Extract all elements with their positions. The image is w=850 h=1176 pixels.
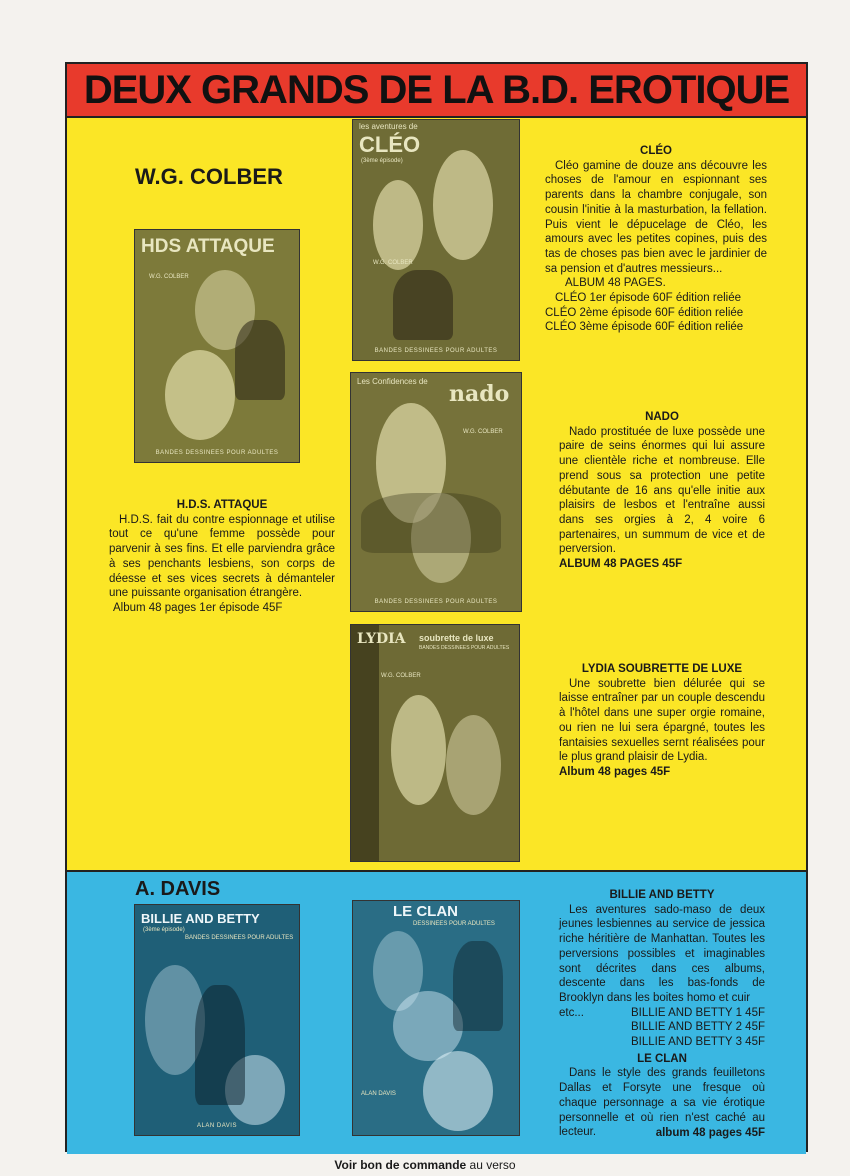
nado-description <box>559 410 765 572</box>
cleo-ep2: CLÉO 2ème épisode 60F édition reliée <box>545 306 744 319</box>
hds-text: H.D.S. fait du contre espionnage et utilise tout ce qu'une femme possède pour parvenir à ses fins. Et elle parviendra grâce à ses penchants lesbiens, son corps de déesse et ses vices secrets à démanteler une puissante organisation étrangère. <box>109 513 335 600</box>
cover-small: BANDES DESSINEES POUR ADULTES <box>419 645 510 651</box>
clan-text: Dans le style des grands feuilletons Dallas et Forsyte une fresque où chaque personnage a sa vie érotique personnelle et où rien n'est caché au lecteur. <box>559 1067 765 1139</box>
billie-title: BILLIE AND BETTY <box>609 889 715 901</box>
cover-author: ALAN DAVIS <box>361 1091 396 1097</box>
footer-part1: Voir bon de commande <box>334 1158 467 1172</box>
cover-small: Les Confidences de <box>357 377 428 386</box>
cleo-title: CLÉO <box>640 145 672 157</box>
hds-description <box>109 498 335 616</box>
billie-ep2: BILLIE AND BETTY 2 45F <box>630 1021 765 1034</box>
cleo-ep1: CLÉO 1er épisode 60F édition reliée <box>555 292 742 305</box>
cover-title: HDS ATTAQUE <box>141 236 275 257</box>
billie-ep3: BILLIE AND BETTY 3 45F <box>630 1036 765 1049</box>
cover-bottom: BANDES DESSINEES POUR ADULTES <box>374 348 498 354</box>
billie-description <box>559 888 765 1141</box>
cover-cleo <box>352 119 520 361</box>
catalog-frame <box>65 62 808 1152</box>
lydia-title: LYDIA SOUBRETTE DE LUXE <box>581 663 743 675</box>
cover-title: BILLIE AND BETTY <box>141 911 260 926</box>
cover-title: LE CLAN <box>393 903 458 920</box>
billie-etc: etc... <box>559 1006 584 1019</box>
davis-section <box>67 870 806 1154</box>
cover-author: W.G. COLBER <box>381 673 421 679</box>
billie-ep1: BILLIE AND BETTY 1 45F <box>630 1006 765 1019</box>
cover-bottom: BANDES DESSINEES POUR ADULTES <box>155 450 279 456</box>
clan-title: LE CLAN <box>637 1052 687 1065</box>
cover-hds-attaque <box>134 229 300 463</box>
hds-price: Album 48 pages 1er épisode 45F <box>113 601 283 614</box>
cover-author: ALAN DAVIS <box>197 1123 237 1129</box>
cover-bottom: BANDES DESSINEES POUR ADULTES <box>374 599 498 605</box>
cleo-description <box>545 144 767 335</box>
cover-small: les aventures de <box>359 122 418 131</box>
cover-title: CLÉO <box>359 132 421 157</box>
title-banner <box>67 64 806 118</box>
cover-author: W.G. COLBER <box>463 429 503 435</box>
footer-order-note <box>0 1158 850 1172</box>
nado-title: NADO <box>645 411 679 423</box>
cover-small: BANDES DESSINEES POUR ADULTES <box>185 935 294 941</box>
cleo-album: ALBUM 48 PAGES. <box>565 277 666 290</box>
lydia-text: Une soubrette bien délurée qui se laisse entraîner par un couple descendu à l'hôtel dans une super orgie romaine, ou rien ne lui sera épargné, toutes les fantaisies sexuelles sernt réalisées pour le plus grand plaisir de Lydia. <box>559 677 765 764</box>
cover-sub: (3ème épisode) <box>361 158 403 164</box>
nado-price: ALBUM 48 PAGES 45F <box>559 558 683 571</box>
cover-sub: (3ème épisode) <box>143 927 185 933</box>
hds-title: H.D.S. ATTAQUE <box>176 499 268 511</box>
cover-nado <box>350 372 522 612</box>
lydia-price: Album 48 pages 45F <box>559 765 671 778</box>
cover-le-clan <box>352 900 520 1136</box>
cover-small: DESSINEES POUR ADULTES <box>413 921 495 927</box>
clan-price: album 48 pages 45F <box>655 1126 765 1139</box>
cover-billie-betty <box>134 904 300 1136</box>
author-davis: A. DAVIS <box>135 878 221 900</box>
billie-text: Les aventures sado-maso de deux jeunes lesbiennes au service de jessica riche héritière de Manhattan. Toutes les perversions possibles et imaginables sont décrites dans ces albums, descente dans les bas-fonds de Brooklyn dans les boites homo et cuir <box>559 903 765 1004</box>
nado-text: Nado prostituée de luxe possède une paire de seins énormes qui lui assure une clientèle riche et nombreuse. Elle prend sous sa protection une petite débutante de 16 ans qu'elle initie aux plaisirs de lesbos et l'entraîne aussi dans ses orgies à 2, 4 voire 6 partenaires, un summum de vice et de perversion. <box>559 425 765 556</box>
cleo-text: Cléo gamine de douze ans découvre les choses de l'amour en espionnant ses parents dans la chambre conjugale, son cousin l'initie à la masturbation, la fellation. Puis vient le dépucelage de Cléo, les amours avec les petites copines, puis des tas de choses pas bien avec le jardinier de sa pension et d'autres messieurs... <box>545 159 767 275</box>
banner-title: DEUX GRANDS DE LA B.D. EROTIQUE <box>83 67 790 112</box>
author-colber: W.G. COLBER <box>135 164 283 189</box>
cover-lydia <box>350 624 520 862</box>
cover-title: LYDIA <box>357 631 406 647</box>
cover-author: W.G. COLBER <box>373 260 413 266</box>
cover-title: nado <box>449 381 510 407</box>
cover-sub: soubrette de luxe <box>419 633 494 643</box>
footer-part2: au verso <box>469 1158 516 1172</box>
cover-author: W.G. COLBER <box>149 274 189 280</box>
cleo-ep3: CLÉO 3ème épisode 60F édition reliée <box>545 321 744 334</box>
lydia-description <box>559 662 765 780</box>
